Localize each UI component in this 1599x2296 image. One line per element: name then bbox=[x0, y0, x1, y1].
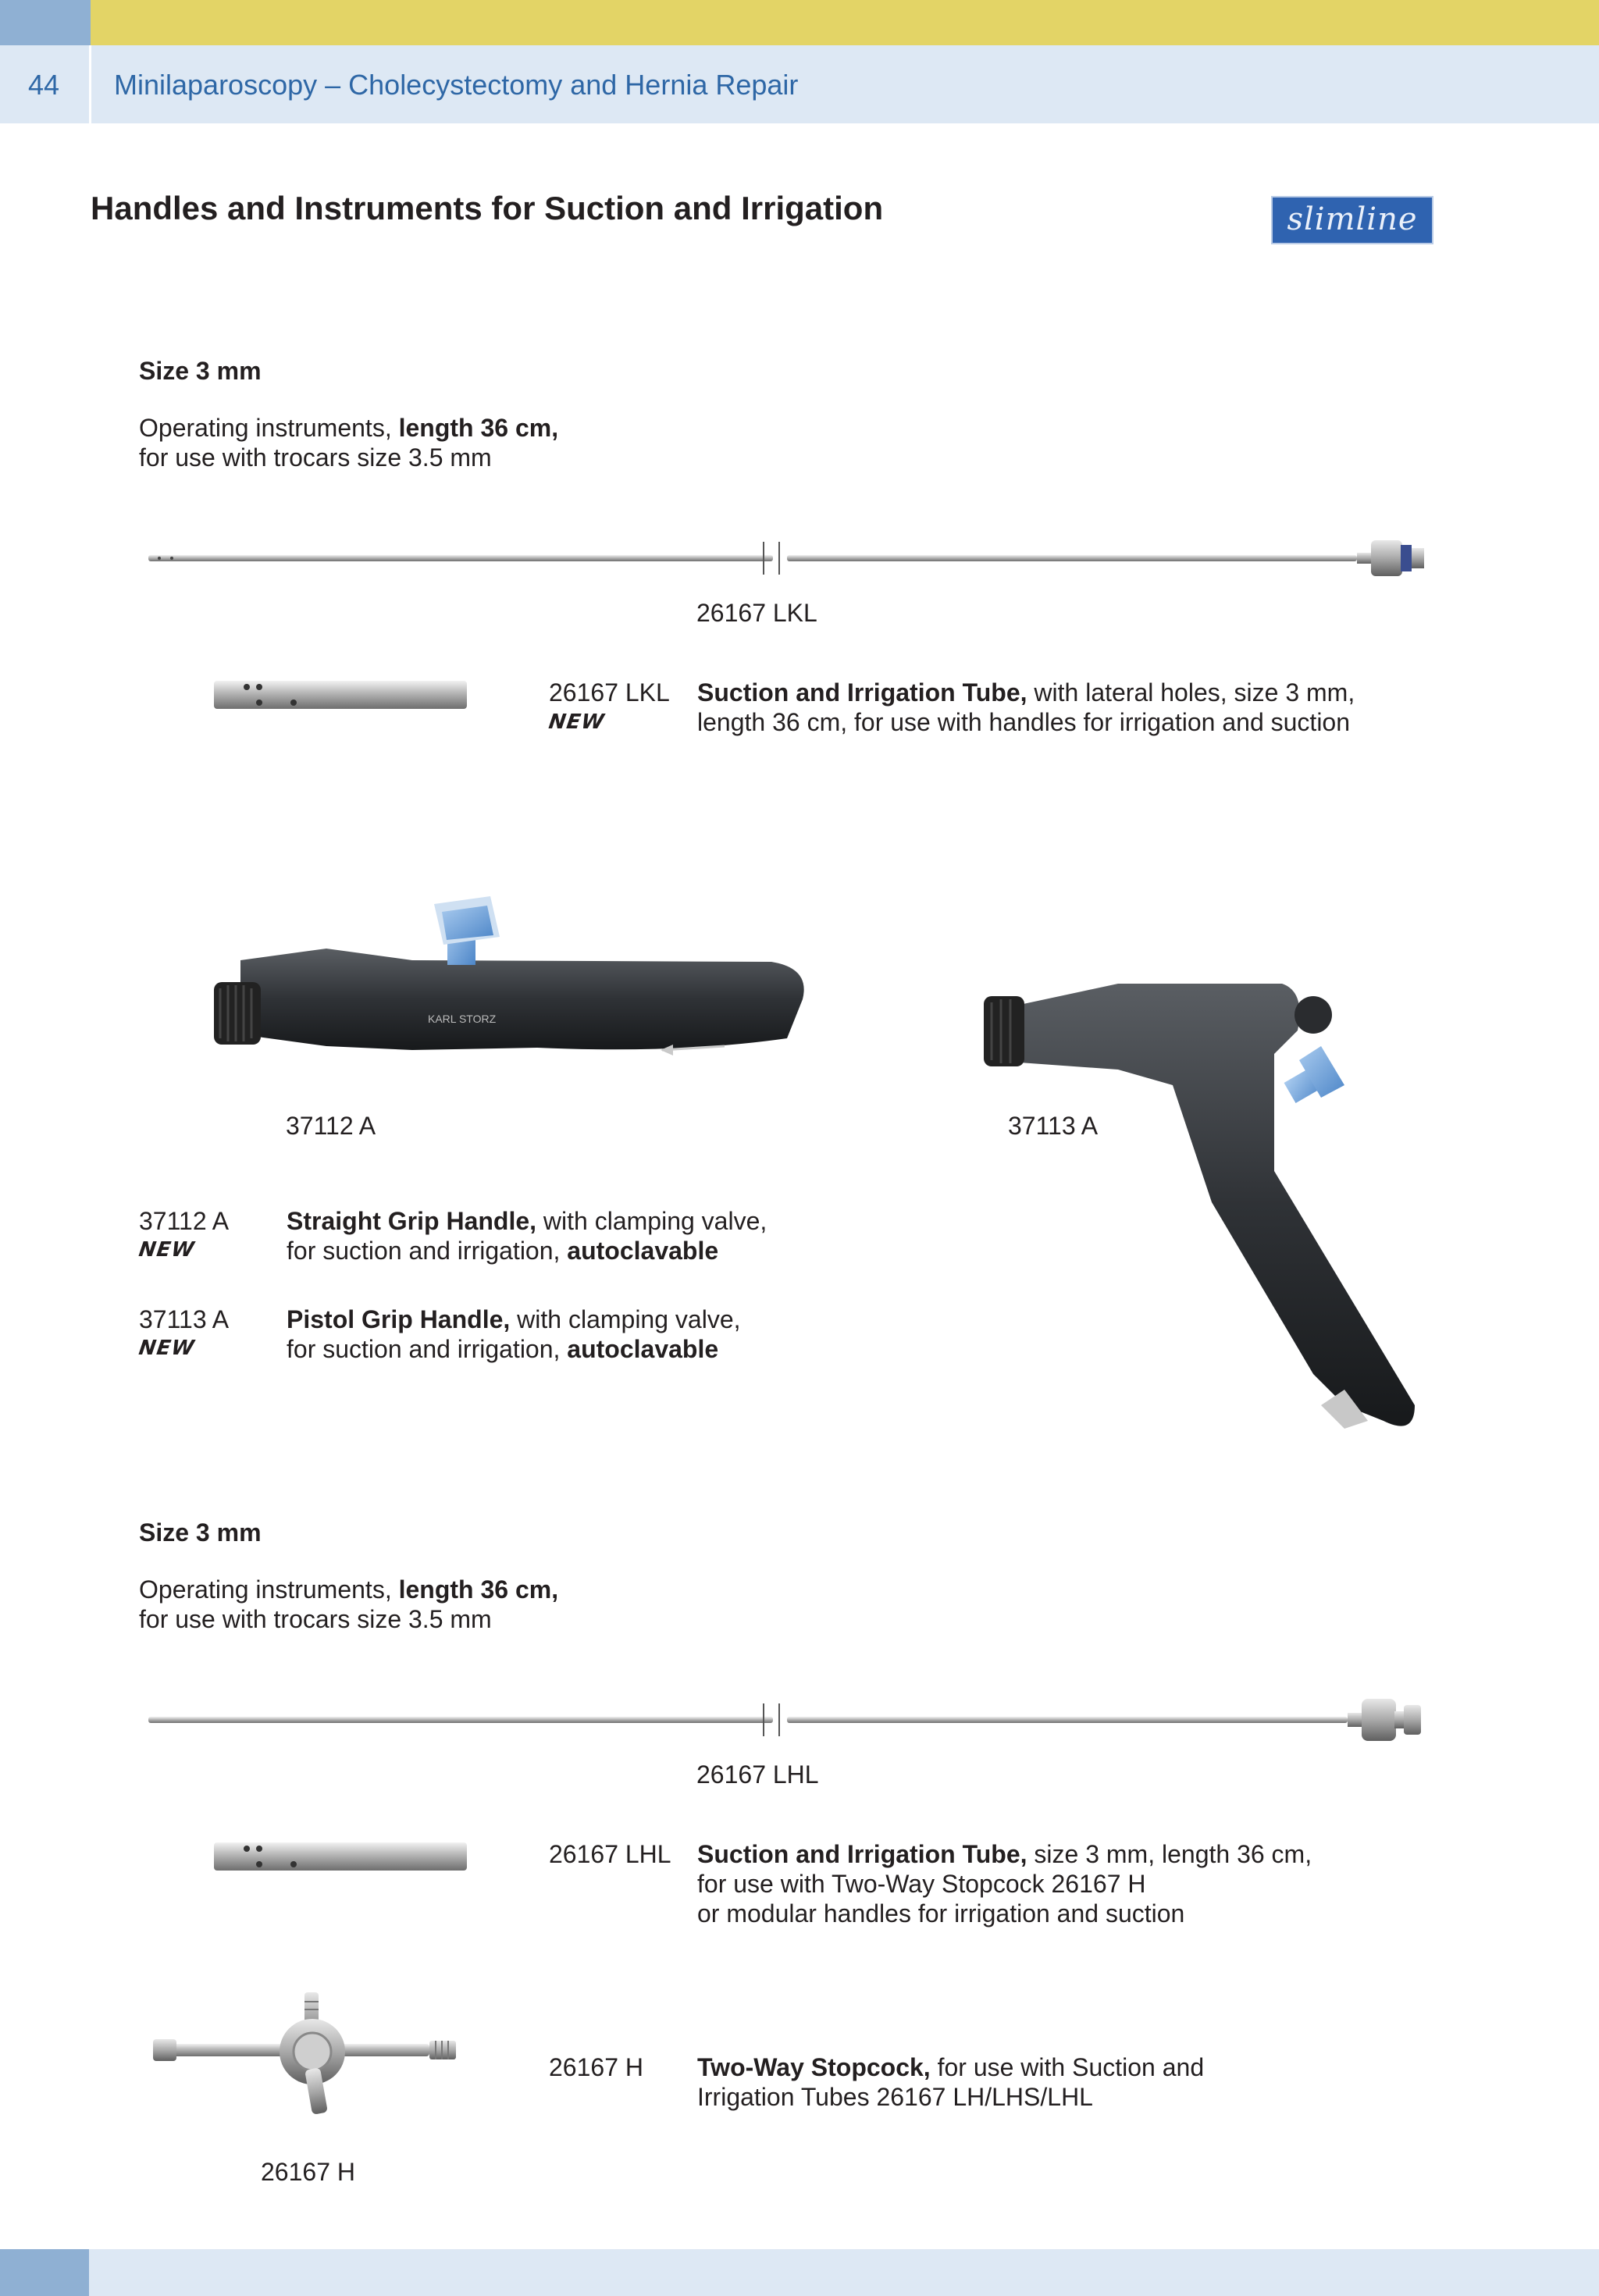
item-desc1-37112: with clamping valve, bbox=[536, 1207, 767, 1235]
item-name-lhl: Suction and Irrigation Tube, bbox=[697, 1840, 1027, 1868]
section-title: Handles and Instruments for Suction and Irrigation bbox=[91, 190, 884, 226]
two-way-stopcock-image bbox=[148, 1983, 476, 2123]
pistol-grip-handle-image bbox=[978, 968, 1446, 1436]
header-divider bbox=[89, 45, 91, 123]
item-desc1-37113: with clamping valve, bbox=[510, 1305, 741, 1333]
item-desc1-lhl: size 3 mm, length 36 cm, bbox=[1027, 1840, 1312, 1868]
item-desc1-lkl: with lateral holes, size 3 mm, bbox=[1027, 678, 1355, 707]
item-code-lkl: 26167 LKL bbox=[549, 678, 670, 707]
intro-text-1 bbox=[139, 413, 558, 472]
running-title: Minilaparoscopy – Cholecystectomy and Hernia Repair bbox=[114, 69, 799, 101]
item-desc2-37112: for suction and irrigation, bbox=[287, 1237, 568, 1265]
tube-tip-detail-lkl bbox=[212, 678, 470, 714]
tube-tip-detail-lhl bbox=[212, 1839, 470, 1875]
item-desc2b-37113: autoclavable bbox=[567, 1335, 719, 1363]
handle-label-37113: 37113 A bbox=[1008, 1112, 1099, 1140]
item-code-37113: 37113 A bbox=[139, 1305, 230, 1333]
size-heading-1: Size 3 mm bbox=[139, 357, 262, 385]
item-desc-37112 bbox=[287, 1206, 767, 1265]
intro-normal-2: Operating instruments, bbox=[139, 1575, 399, 1604]
stopcock-label: 26167 H bbox=[261, 2158, 355, 2186]
item-desc-lhl bbox=[697, 1839, 1312, 1928]
intro-bold-2: length 36 cm, bbox=[398, 1575, 559, 1604]
straight-grip-handle-image bbox=[209, 890, 818, 1085]
size-heading-2: Size 3 mm bbox=[139, 1518, 262, 1547]
new-badge-37113: NEW bbox=[137, 1337, 197, 1360]
item-desc1-stopcock: for use with Suction and bbox=[930, 2053, 1205, 2081]
logo-text: slimline bbox=[1287, 201, 1418, 237]
intro-line2-1: for use with trocars size 3.5 mm bbox=[139, 443, 492, 472]
item-desc2b-37112: autoclavable bbox=[567, 1237, 719, 1265]
item-desc-37113 bbox=[287, 1305, 741, 1364]
item-desc-stopcock bbox=[697, 2052, 1204, 2112]
item-name-lkl: Suction and Irrigation Tube, bbox=[697, 678, 1027, 707]
new-badge-lkl: NEW bbox=[547, 710, 607, 734]
item-desc2-37113: for suction and irrigation, bbox=[287, 1335, 568, 1363]
handle-label-37112: 37112 A bbox=[286, 1112, 376, 1140]
item-code-stopcock: 26167 H bbox=[549, 2053, 643, 2081]
intro-bold-1: length 36 cm, bbox=[398, 414, 559, 442]
new-badge-37112: NEW bbox=[137, 1238, 197, 1262]
item-name-37112: Straight Grip Handle, bbox=[287, 1207, 537, 1235]
footer-band bbox=[89, 2249, 1599, 2296]
item-desc2-stopcock: Irrigation Tubes 26167 LH/LHS/LHL bbox=[697, 2083, 1093, 2111]
suction-tube-lhl-image bbox=[141, 1693, 1452, 1747]
intro-text-2 bbox=[139, 1575, 558, 1634]
intro-line2-2: for use with trocars size 3.5 mm bbox=[139, 1605, 492, 1633]
page-number: 44 bbox=[28, 69, 60, 101]
item-desc2-lkl: length 36 cm, for use with handles for irrigation and suction bbox=[697, 708, 1351, 736]
item-desc3-lhl: or modular handles for irrigation and suction bbox=[697, 1899, 1185, 1928]
suction-tube-lkl-image bbox=[141, 531, 1452, 586]
intro-normal-1: Operating instruments, bbox=[139, 414, 399, 442]
item-name-stopcock: Two-Way Stopcock, bbox=[697, 2053, 931, 2081]
item-code-lhl: 26167 LHL bbox=[549, 1840, 671, 1868]
item-name-37113: Pistol Grip Handle, bbox=[287, 1305, 511, 1333]
footer-accent-block bbox=[0, 2249, 89, 2296]
tube-label-lhl: 26167 LHL bbox=[696, 1760, 819, 1789]
item-desc-lkl bbox=[697, 678, 1355, 737]
slimline-logo bbox=[1271, 196, 1433, 244]
item-desc2-lhl: for use with Two-Way Stopcock 26167 H bbox=[697, 1870, 1146, 1898]
header-yellow-band bbox=[91, 0, 1599, 45]
straight-handle-engraving: KARL STORZ bbox=[428, 1013, 497, 1025]
header-accent-block bbox=[0, 0, 91, 45]
item-code-37112: 37112 A bbox=[139, 1207, 230, 1235]
tube-label-lkl: 26167 LKL bbox=[696, 599, 817, 627]
